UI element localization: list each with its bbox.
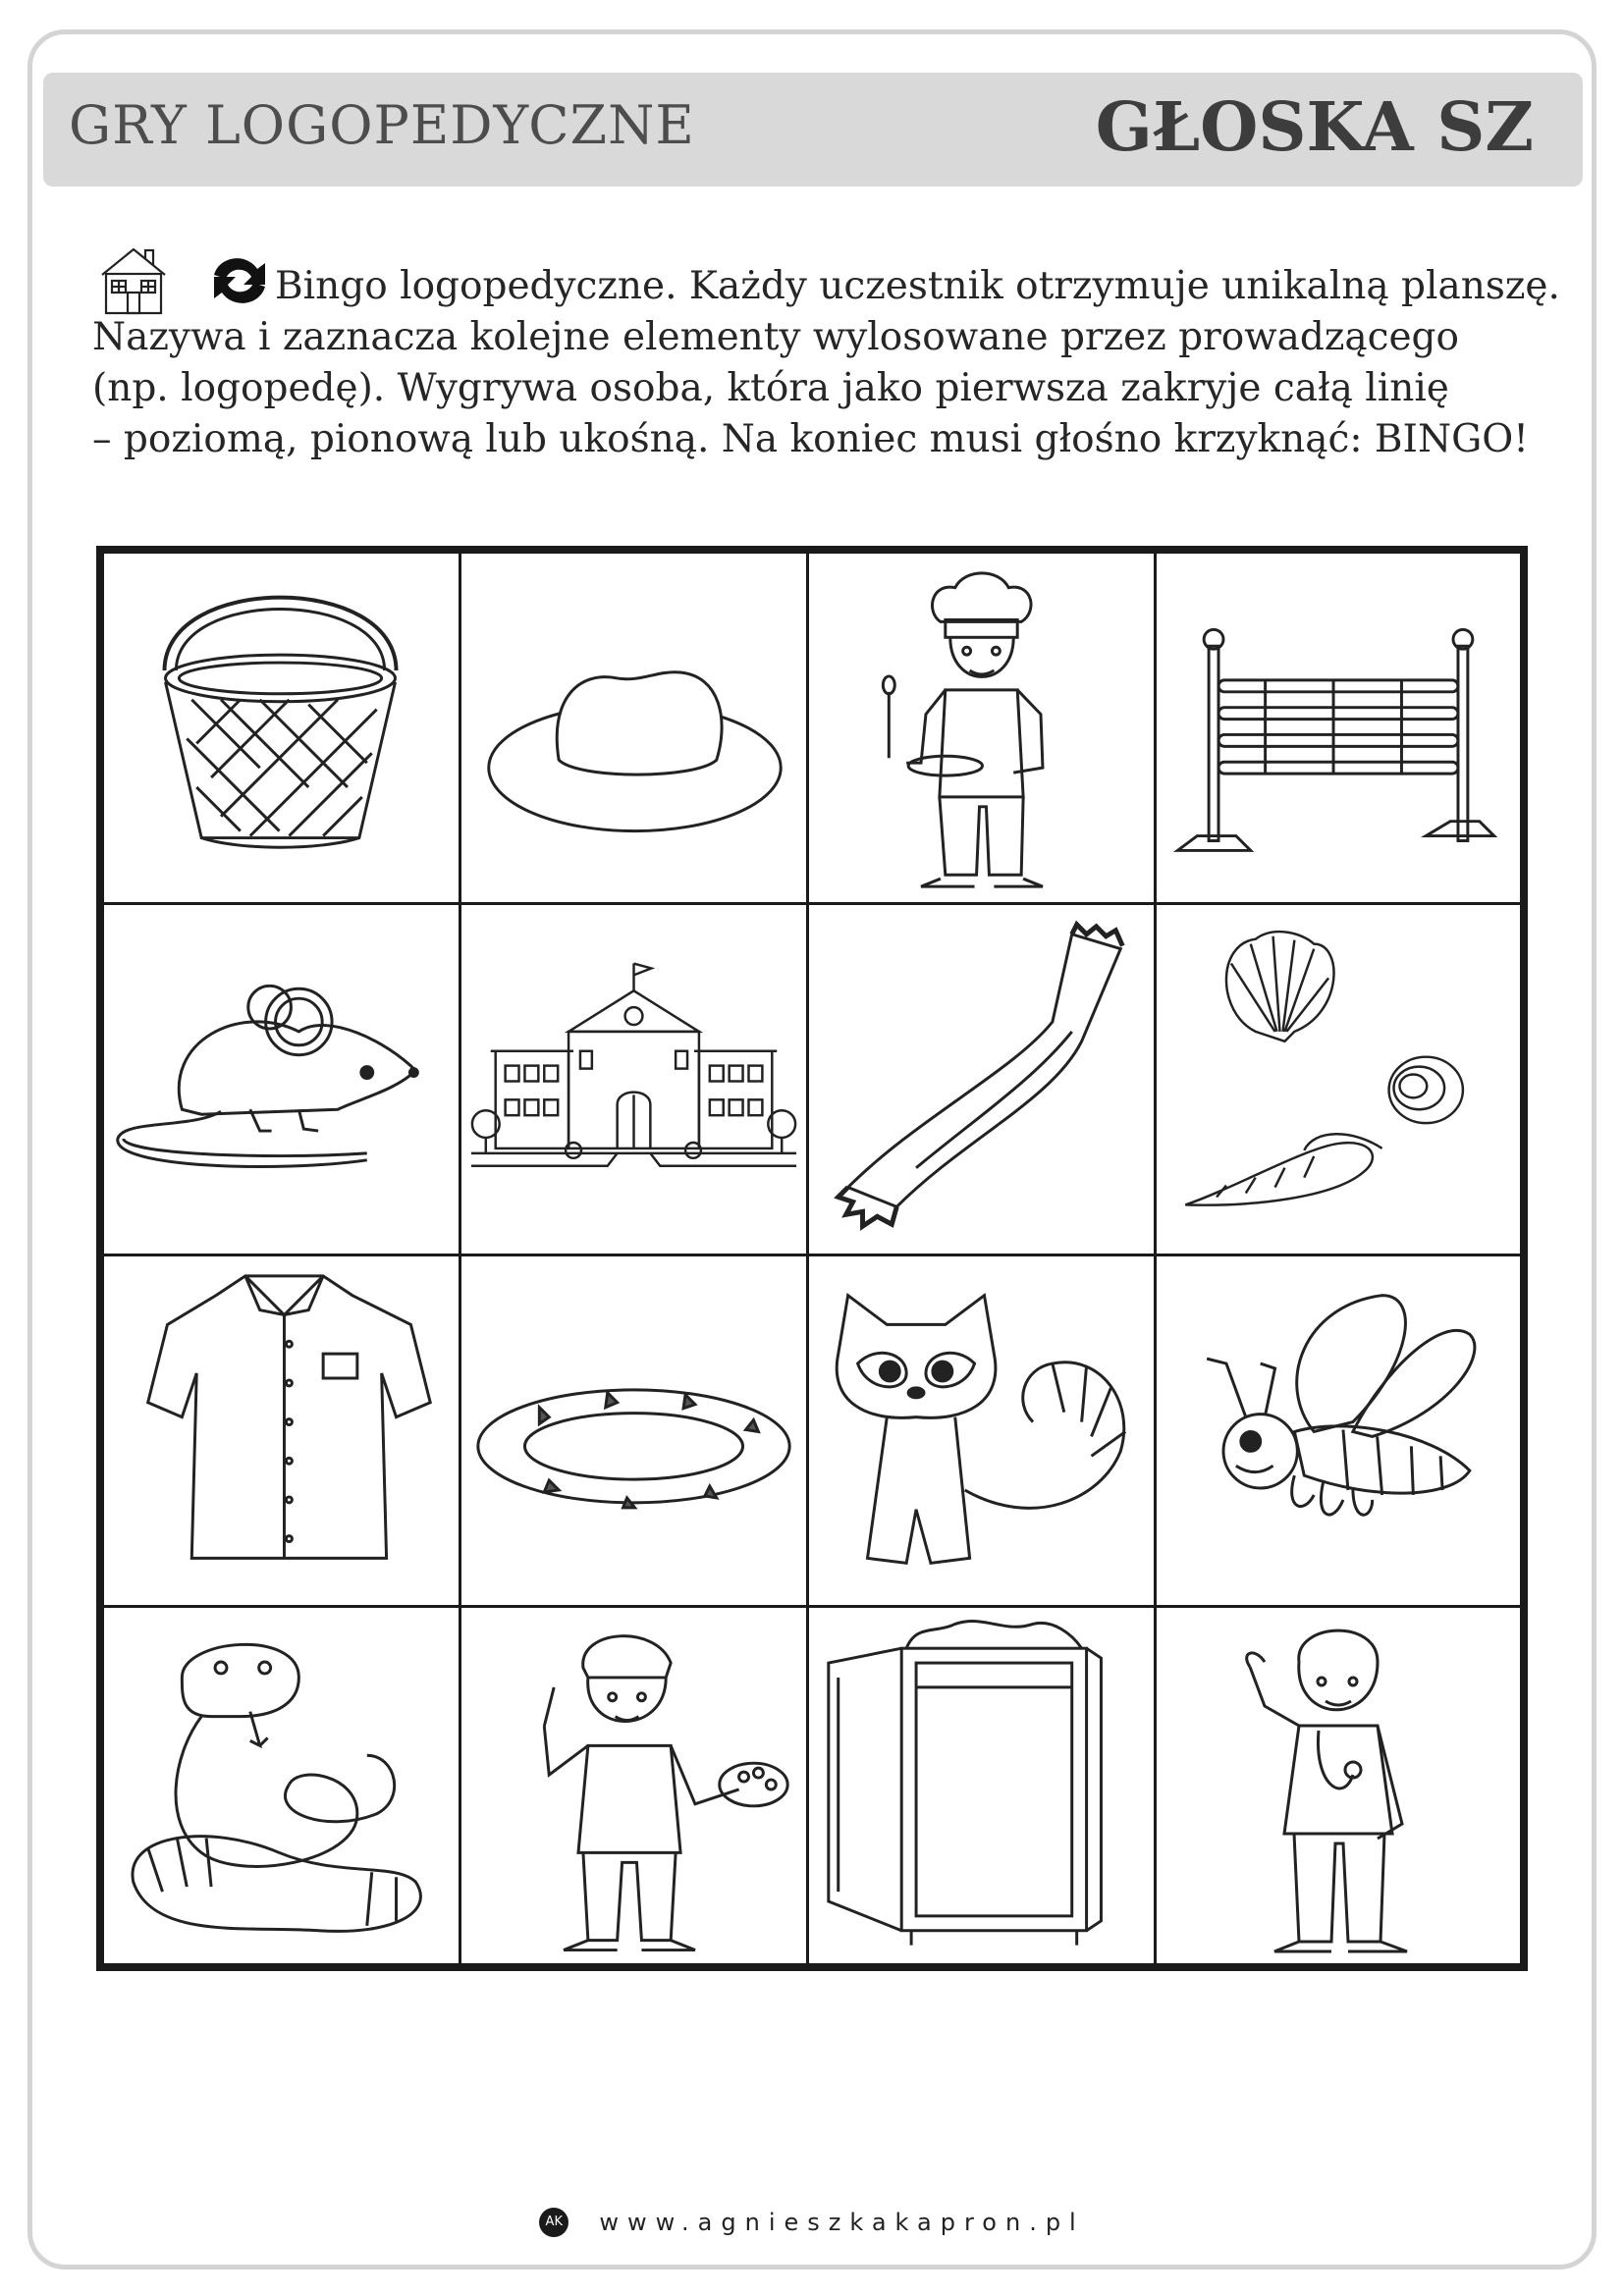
hornet-picture — [1157, 1256, 1520, 1605]
snake-picture — [104, 1608, 459, 1963]
hat-picture — [461, 554, 806, 902]
website-url[interactable]: www.agnieszkakapron.pl — [599, 2209, 1085, 2236]
bingo-cell-shirt[interactable] — [104, 1256, 461, 1608]
sound-title: GŁOSKA SZ — [1095, 88, 1534, 167]
instructions-line-1: Bingo logopedyczne. Każdy uczestnik otrzymuje unikalną planszę. — [275, 264, 1560, 308]
instructions-line-2: Nazywa i zaznacza kolejne elementy wylosowane przez prowadzącego — [92, 315, 1460, 359]
bingo-cell-scarf[interactable] — [809, 905, 1157, 1256]
painter-picture — [461, 1608, 806, 1963]
bingo-cell-hornet[interactable] — [1157, 1256, 1520, 1608]
bingo-cell-doctor[interactable] — [1157, 1608, 1520, 1963]
chef-picture — [809, 554, 1154, 902]
bingo-cell-seashells[interactable] — [1157, 905, 1520, 1256]
bingo-cell-raccoon[interactable] — [809, 1256, 1157, 1608]
scarf-picture — [809, 905, 1154, 1254]
bingo-cell-chef[interactable] — [809, 554, 1157, 905]
bingo-cell-snake[interactable] — [104, 1608, 461, 1963]
shirt-picture — [104, 1256, 459, 1605]
bingo-grid — [96, 546, 1528, 1971]
raccoon-picture — [809, 1256, 1154, 1605]
bingo-cell-painter[interactable] — [461, 1608, 809, 1963]
bingo-cell-tray[interactable] — [461, 1256, 809, 1608]
instructions-text — [92, 261, 1565, 465]
header-bar — [43, 73, 1583, 187]
bingo-cell-wardrobe[interactable] — [809, 1608, 1157, 1963]
mouse-picture — [104, 905, 459, 1254]
footer — [0, 2208, 1624, 2247]
bingo-cell-hat[interactable] — [461, 554, 809, 905]
bingo-cell-basket[interactable] — [104, 554, 461, 905]
bingo-cell-jump-hurdle[interactable] — [1157, 554, 1520, 905]
doctor-picture — [1157, 1608, 1520, 1963]
brand-logo: AK — [539, 2208, 568, 2237]
wardrobe-picture — [809, 1608, 1154, 1963]
category-title: GRY LOGOPEDYCZNE — [69, 94, 695, 156]
instructions-line-4: – poziomą, pionową lub ukośną. Na koniec musi głośno krzyknąć: BINGO! — [92, 417, 1529, 461]
instructions-line-3: (np. logopedę). Wygrywa osoba, która jako pierwsza zakryje całą linię — [92, 366, 1449, 410]
tray-picture — [461, 1256, 806, 1605]
bingo-cell-school-building[interactable] — [461, 905, 809, 1256]
seashells-picture — [1157, 905, 1520, 1254]
bingo-cell-mouse[interactable] — [104, 905, 461, 1256]
school-building-picture — [461, 905, 806, 1254]
basket-picture — [104, 554, 459, 902]
jump-hurdle-picture — [1157, 554, 1520, 902]
